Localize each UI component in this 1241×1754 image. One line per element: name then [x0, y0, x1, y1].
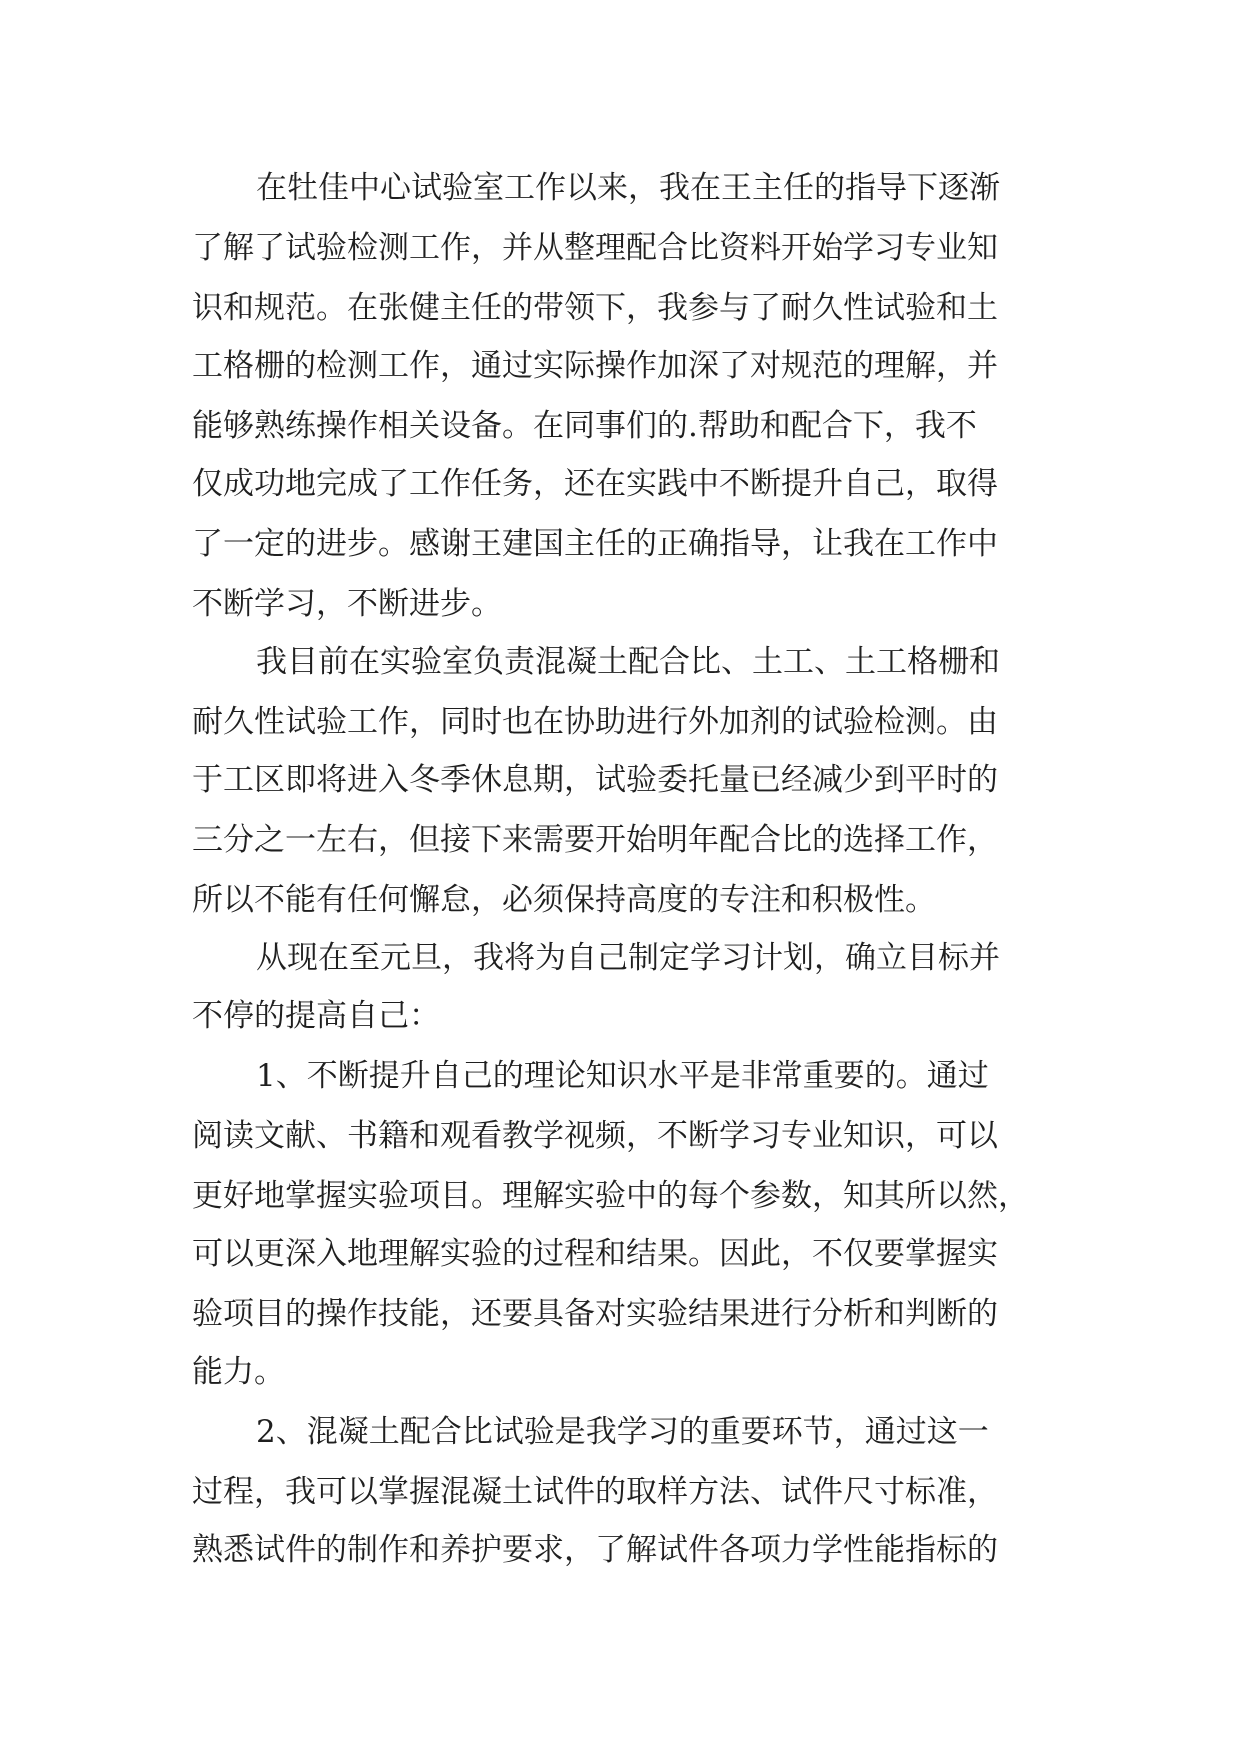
- list-item-2-line-2: 过程，我可以掌握混凝土试件的取样方法、试件尺寸标准，: [192, 1474, 998, 1510]
- list-item-1-line-4: 可以更深入地理解实验的过程和结果。因此，不仅要掌握实: [192, 1236, 998, 1272]
- paragraph-1-line-7: 了一定的进步。感谢王建国主任的正确指导，让我在工作中: [192, 526, 998, 562]
- paragraph-1-line-1: 在牡佳中心试验室工作以来，我在王主任的指导下逐渐: [256, 170, 1000, 206]
- paragraph-1-line-3: 识和规范。在张健主任的带领下，我参与了耐久性试验和土: [192, 290, 998, 326]
- paragraph-1-line-2: 了解了试验检测工作，并从整理配合比资料开始学习专业知: [192, 230, 998, 266]
- list-item-1-line-2: 阅读文献、书籍和观看教学视频，不断学习专业知识，可以: [192, 1118, 998, 1154]
- list-item-1-line-3: 更好地掌握实验项目。理解实验中的每个参数，知其所以然，: [192, 1178, 1029, 1214]
- list-item-2-line-3: 熟悉试件的制作和养护要求，了解试件各项力学性能指标的: [192, 1532, 998, 1568]
- list-item-1-line-5: 验项目的操作技能，还要具备对实验结果进行分析和判断的: [192, 1296, 998, 1332]
- list-item-2-line-1: 2、混凝土配合比试验是我学习的重要环节，通过这一: [256, 1414, 989, 1450]
- paragraph-2-line-2: 耐久性试验工作，同时也在协助进行外加剂的试验检测。由: [192, 704, 998, 740]
- paragraph-1-line-6: 仅成功地完成了工作任务，还在实践中不断提升自己，取得: [192, 466, 998, 502]
- paragraph-2-line-3: 于工区即将进入冬季休息期，试验委托量已经减少到平时的: [192, 762, 998, 798]
- paragraph-1-line-5: 能够熟练操作相关设备。在同事们的.帮助和配合下，我不: [192, 408, 977, 444]
- list-item-1-line-1: 1、不断提升自己的理论知识水平是非常重要的。通过: [256, 1058, 989, 1094]
- list-item-1-line-6: 能力。: [192, 1354, 285, 1390]
- paragraph-2-line-4: 三分之一左右，但接下来需要开始明年配合比的选择工作，: [192, 822, 998, 858]
- paragraph-2-line-5: 所以不能有任何懈怠，必须保持高度的专注和积极性。: [192, 882, 936, 918]
- paragraph-3-line-2: 不停的提高自己：: [192, 998, 440, 1034]
- paragraph-3-line-1: 从现在至元旦，我将为自己制定学习计划，确立目标并: [256, 940, 1000, 976]
- paragraph-1-line-8: 不断学习，不断进步。: [192, 586, 502, 622]
- paragraph-2-line-1: 我目前在实验室负责混凝土配合比、土工、土工格栅和: [256, 644, 1000, 680]
- paragraph-1-line-4: 工格栅的检测工作，通过实际操作加深了对规范的理解，并: [192, 348, 998, 384]
